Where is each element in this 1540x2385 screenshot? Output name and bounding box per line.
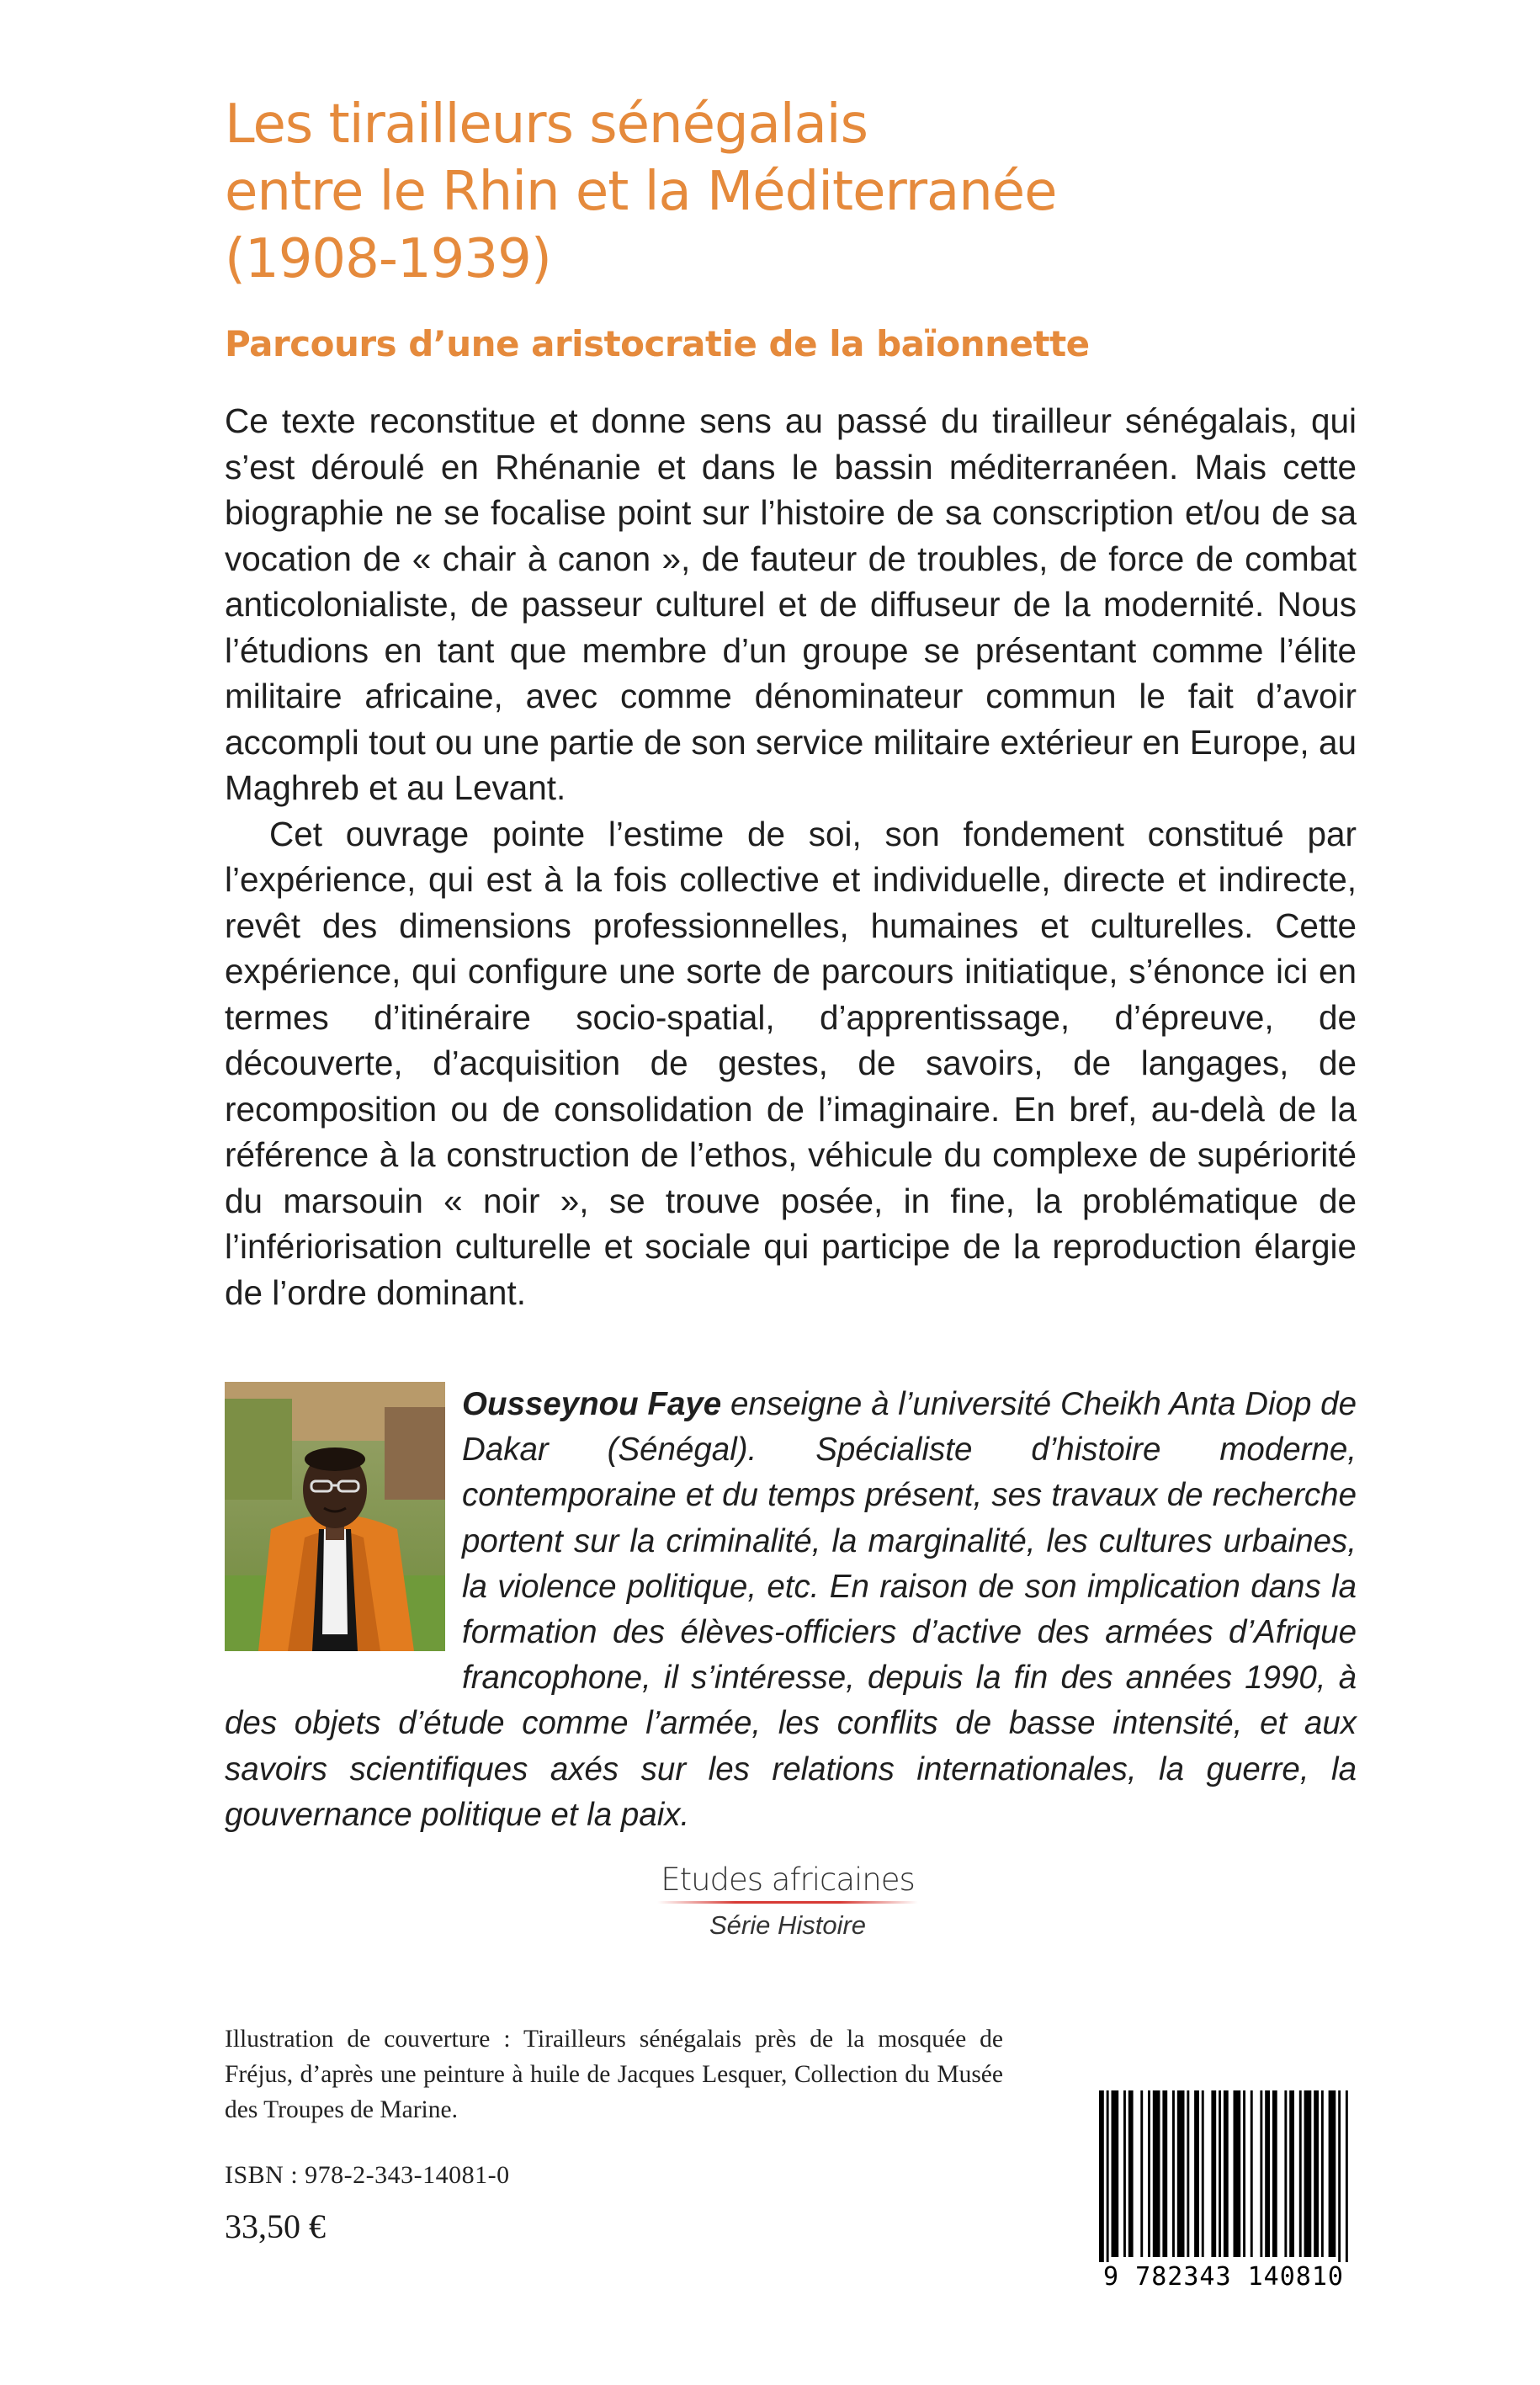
summary-text: [225, 398, 1357, 1315]
barcode-bar: [1329, 2090, 1336, 2257]
barcode-bar: [1251, 2090, 1253, 2257]
barcode-bar: [1346, 2090, 1348, 2267]
barcode-bar: [1172, 2090, 1175, 2257]
barcode-bar: [1338, 2090, 1341, 2267]
barcode-bar: [1148, 2090, 1150, 2257]
series-subseries: Série Histoire: [709, 1910, 867, 1940]
author-name: Ousseynou Faye: [462, 1386, 722, 1422]
barcode-bar: [1299, 2090, 1302, 2257]
barcode-bar: [1289, 2090, 1294, 2257]
barcode-bar: [1112, 2090, 1119, 2257]
barcode-bar: [1321, 2090, 1324, 2257]
series-logo: [645, 1862, 931, 1941]
barcode: [1096, 2090, 1351, 2286]
summary-paragraph-1: Ce texte reconstitue et donne sens au passé du tirailleur sénégalais, qui s’est déroulé en Rhénanie et dans le bassin méditerranéen. Mais cette biographie ne se focalise point sur l’histoire de sa conscription et/ou de sa vocation de « chair à canon », de fauteur de troubles, de force de combat anticolonialiste, de passeur culturel et de diffuseur de la modernité. Nous l’étudions en tant que membre d’un groupe se présentant comme l’élite militaire africaine, avec comme dénominateur commun le fait d’avoir accompli tout ou une partie de son service militaire extérieur en Europe, au Maghreb et au Levant.: [225, 401, 1357, 807]
barcode-bar: [1243, 2090, 1245, 2257]
barcode-bar: [1128, 2090, 1134, 2257]
barcode-bar: [1140, 2090, 1143, 2257]
author-section: [225, 1382, 1357, 1838]
series-rule: [657, 1901, 918, 1904]
barcode-bar: [1177, 2090, 1185, 2257]
subtitle: Parcours d’une aristocratie de la baïonnette: [225, 323, 1090, 364]
barcode-bar: [1187, 2090, 1189, 2257]
barcode-bar: [1099, 2090, 1104, 2267]
cover-credit: Illustration de couverture : Tirailleurs sénégalais près de la mosquée de Fréjus, d’après une peinture à huile de Jacques Lesquer, Collection du Musée des Troupes de Marine.: [225, 2026, 1003, 2123]
barcode-bar: [1304, 2090, 1312, 2257]
barcode-bar: [1211, 2090, 1216, 2257]
barcode-bar: [1107, 2090, 1109, 2267]
barcode-digits: 9 782343 140810: [1096, 2262, 1351, 2292]
title-block: [225, 91, 1403, 293]
barcode-bar: [1219, 2090, 1221, 2257]
price: 33,50 €: [225, 2207, 326, 2245]
barcode-bar: [1314, 2090, 1319, 2257]
isbn: ISBN : 978-2-343-14081-0: [225, 2161, 510, 2189]
barcode-bar: [1123, 2090, 1126, 2257]
title-line-1: Les tirailleurs sénégalais: [225, 93, 868, 156]
summary-paragraph-2: Cet ouvrage pointe l’estime de soi, son fondement constitué par l’expérience, qui est à la fois collective et individuelle, directe et indirecte, revêt des dimensions professionnelles, humaines et culturelles. Cette expérience, qui configure une sorte de parcours initiatique, s’énonce ici en termes d’itinéraire socio-spatial, d’apprentissage, d’épreuve, de découverte, d’acquisition de gestes, de savoirs, de langages, de recomposition ou de consolidation de l’imaginaire. En bref, au-delà de la référence à la construction de l’ethos, véhicule du complexe de supériorité du marsouin « noir », se trouve posée, in fine, la problématique de l’infériorisation culturelle et sociale qui participe de la reproduction élargie de l’ordre dominant.: [225, 814, 1357, 1312]
barcode-bar: [1260, 2090, 1262, 2257]
barcode-bar: [1194, 2090, 1199, 2257]
author-photo: [225, 1382, 445, 1651]
barcode-bar: [1153, 2090, 1160, 2257]
barcode-bar: [1202, 2090, 1204, 2257]
barcode-bar: [1162, 2090, 1167, 2257]
series-name: Etudes africaines: [661, 1862, 915, 1898]
title-line-2: entre le Rhin et la Méditerranée: [225, 161, 1057, 223]
barcode-bar: [1224, 2090, 1229, 2257]
barcode-bar: [1272, 2090, 1277, 2257]
barcode-bar: [1284, 2090, 1287, 2257]
title-line-3: (1908-1939): [225, 228, 551, 290]
barcode-bar: [1234, 2090, 1241, 2257]
author-bio-text: enseigne à l’université Cheikh Anta Diop de Dakar (Sénégal). Spécialiste d’histoire moderne, contemporaine et du temps présent, ses travaux de recherche portent sur la criminalité, la marginalité, les cultures urbaines, la violence politique, etc. En raison de son implication dans la formation des élèves-officiers d’active des armées d’Afrique francophone, il s’intéresse, depuis la fin des années 1990, à des objets d’étude comme l’armée, les conflits de basse intensité, et aux savoirs scientifiques axés sur les relations internationales, la guerre, la gouvernance politique et la paix.: [225, 1386, 1357, 1833]
barcode-bar: [1265, 2090, 1270, 2257]
